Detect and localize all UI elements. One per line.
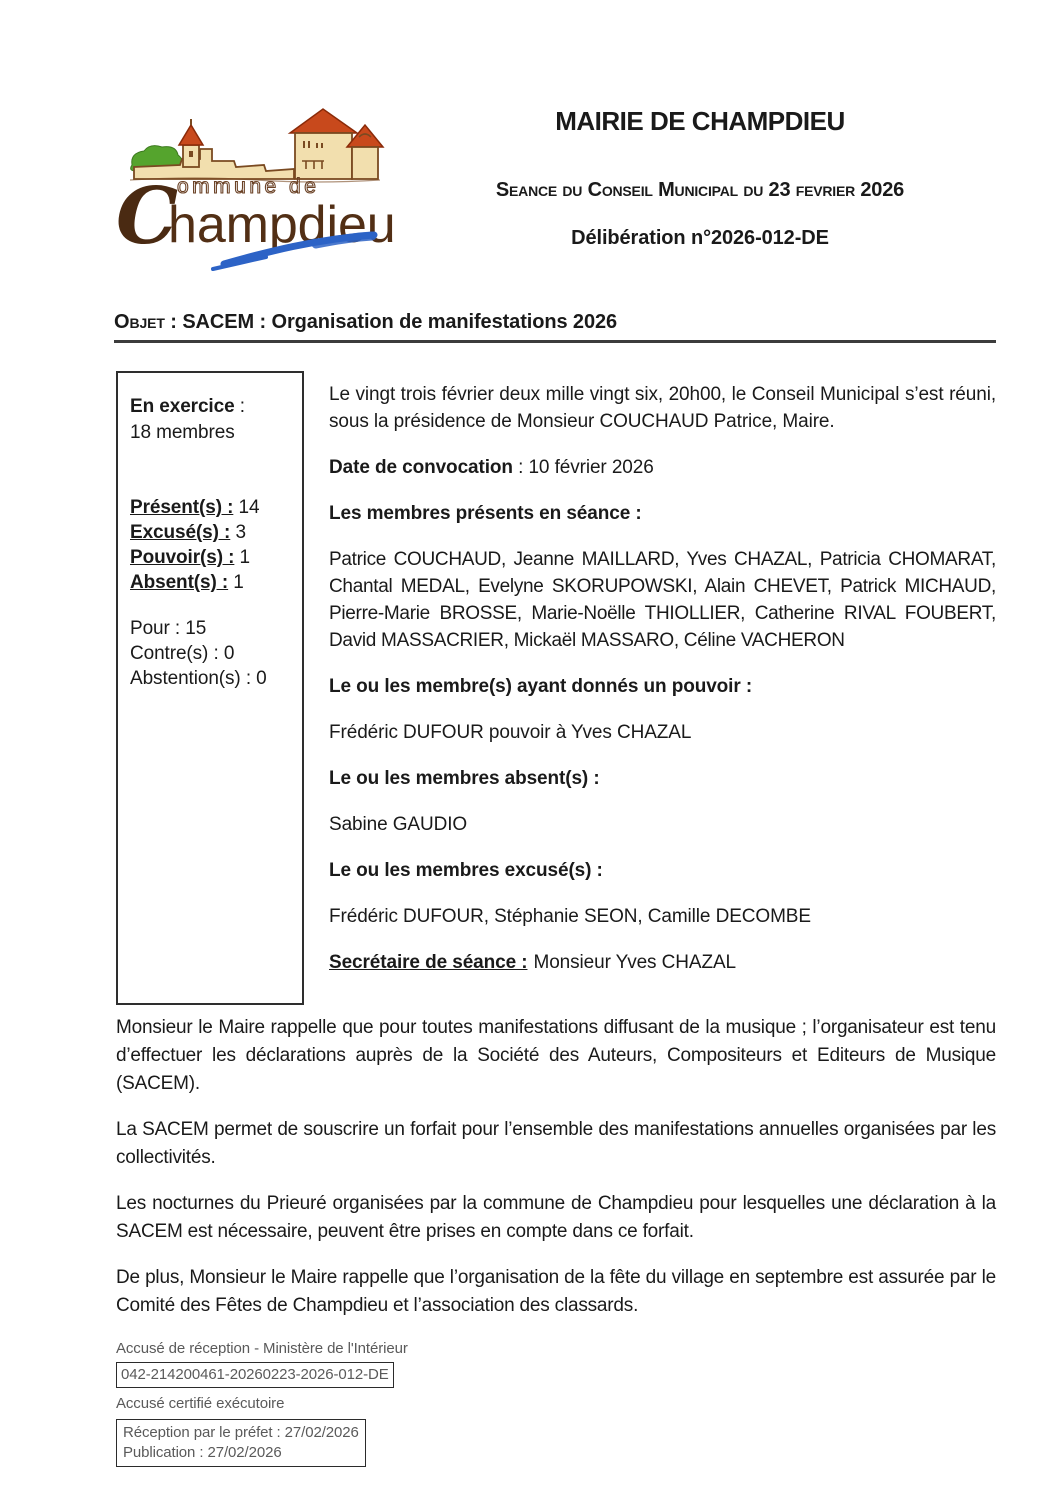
stamp-reception-date: Réception par le préfet : 27/02/2026 [123,1424,359,1441]
secretaire-label: Secrétaire de séance : [329,952,528,973]
page-title: MAIRIE DE CHAMPDIEU [555,106,845,136]
stamp-line2: Accusé certifié exécutoire [116,1395,285,1412]
excuses-heading: Le ou les membres excusé(s) : [329,860,603,881]
secretaire-line [329,949,996,976]
excuse-value: 3 [230,522,246,543]
pouvoir-heading: Le ou les membre(s) ayant donnés un pouvoir : [329,676,753,697]
absents-heading: Le ou les membres absent(s) : [329,768,600,789]
church-roof [290,109,357,133]
secretaire-value: Monsieur Yves CHAZAL [533,952,736,973]
en-exercice-value: 18 membres [130,422,235,443]
convocation-label: Date de convocation [329,457,513,478]
absent-label: Absent(s) : [130,572,229,593]
present-value: 14 [233,497,260,518]
reception-stamp [116,1340,408,1467]
excuse-label: Excusé(s) : [130,522,231,543]
vote-results [130,616,292,691]
en-exercice-line [130,394,292,420]
church-icon [295,133,352,179]
presents-heading: Les membres présents en séance : [329,503,642,524]
body-paragraph: Les nocturnes du Prieuré organisées par la commune de Champdieu pour lesquelles une déclaration à la SACEM est nécessaire, peuvent être prises en compte dans ce forfait. [116,1193,996,1242]
objet-text: : SACEM : Organisation de manifestations 2026 [164,311,618,333]
body-paragraph: La SACEM permet de souscrire un forfait pour l’ensemble des manifestations annuelles organisées par les collectivités. [116,1119,996,1168]
pouvoir-label: Pouvoir(s) : [130,547,235,568]
stat-row [130,495,292,520]
absents-line: Sabine GAUDIO [329,814,468,835]
convocation-line [329,454,996,481]
columns [116,371,996,1005]
deliberation-number: Délibération n°2026-012-DE [571,227,829,249]
body-paragraph: Monsieur le Maire rappelle que pour toutes manifestations diffusant de la musique ; l’organisateur est tenu d’effectuer les déclarations auprès de la Société des Auteurs, Compositeurs et Editeurs de Musique (SACEM). [116,1017,996,1094]
pouvoir-line: Frédéric DUFOUR pouvoir à Yves CHAZAL [329,722,692,743]
present-label: Présent(s) : [130,497,234,518]
logo-initial-c: C [116,171,178,262]
objet-label: Objet [114,311,165,333]
logo-champdieu-text: hampdieu [168,196,394,254]
commune-logo [116,103,394,281]
stat-row [130,545,292,570]
logo-commune-de-text: ommune de [177,175,320,198]
stat-row [130,570,292,595]
document-header [400,108,1000,248]
stamp-code-box: 042-214200461-20260223-2026-012-DE [116,1362,394,1388]
objet-heading [114,310,996,343]
seance-subtitle: Seance du Conseil Municipal du 23 fevrier 2026 [495,179,905,201]
vote-abstention: Abstention(s) : 0 [130,668,267,689]
absent-value: 1 [228,572,244,593]
stat-row [130,520,292,545]
vote-contre: Contre(s) : 0 [130,643,235,664]
convocation-value: : 10 février 2026 [512,457,654,478]
excuses-line: Frédéric DUFOUR, Stéphanie SEON, Camille DECOMBE [329,906,811,927]
deliberation-body [116,1014,996,1320]
session-details [329,371,996,1005]
stamp-publication-date: Publication : 27/02/2026 [123,1444,282,1461]
stamp-dates-box [116,1419,366,1467]
presents-list: Patrice COUCHAUD, Jeanne MAILLARD, Yves CHAZAL, Patricia CHOMARAT, Chantal MEDAL, Evelyne SKORUPOWSKI, Alain CHEVET, Patrick MICHAUD, Pierre-Marie BROSSE, Marie-Noëlle THIOLLIER, Catherine RIVAL FOUBERT, David MASSACRIER, Mickaël MASSARO, Céline VACHERON [329,549,996,651]
en-exercice-colon: : [234,396,245,417]
pouvoir-value: 1 [234,547,251,568]
village-illustration-icon [116,103,394,281]
session-intro: Le vingt trois février deux mille vingt six, 20h00, le Conseil Municipal s’est réuni, sous la présidence de Monsieur COUCHAUD Patrice, Maire. [329,384,996,432]
body-paragraph: De plus, Monsieur le Maire rappelle que l’organisation de la fête du village en septembre est assurée par le Comité des Fêtes de Champdieu et l’association des classards. [116,1267,996,1316]
stamp-line1: Accusé de réception - Ministère de l'Intérieur [116,1340,408,1357]
en-exercice-label: En exercice [130,396,235,417]
attendance-stats [130,495,292,595]
vote-pour: Pour : 15 [130,618,207,639]
attendance-panel [116,371,304,1005]
